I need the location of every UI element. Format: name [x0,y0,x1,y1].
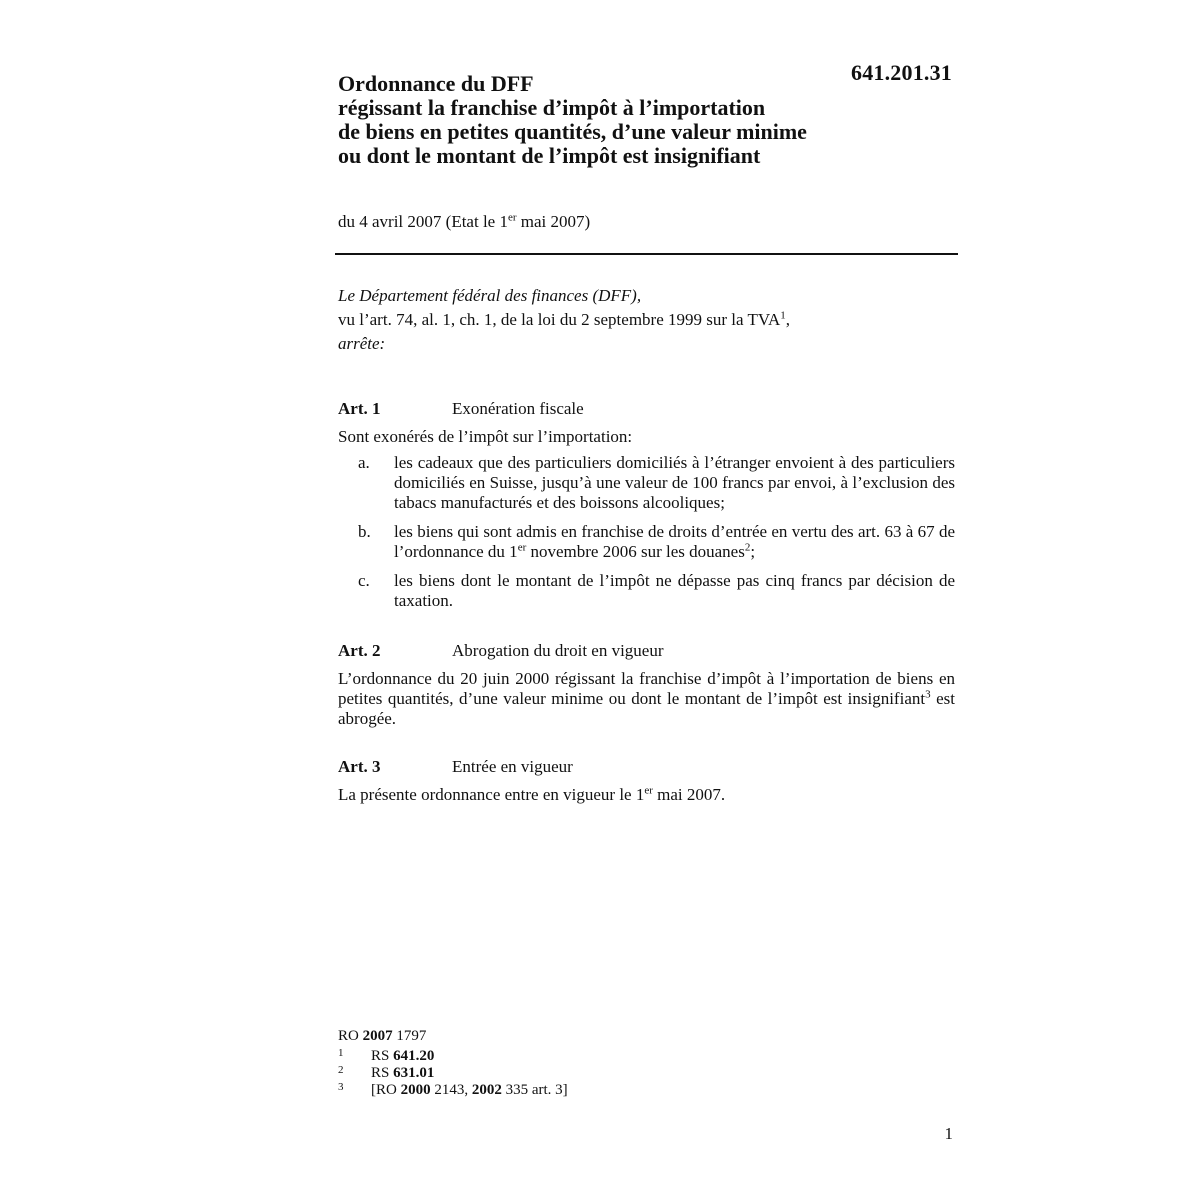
footnote-sr: 631.01 [393,1065,435,1081]
footnote-number: 2 [338,1064,344,1076]
footnote-ref-2[interactable]: 2 [744,541,751,554]
sr-number: 641.201.31 [851,60,952,85]
article-1-intro: Sont exonérés de l’impôt sur l’importation: [338,427,633,446]
footnote-ref-3[interactable]: 3 [925,688,931,701]
ro-page: 1797 [392,1028,427,1044]
list-letter: b. [358,522,371,541]
article-1-list [338,453,955,611]
footnote-2 [338,1065,568,1082]
footnote-number: 3 [338,1081,344,1093]
list-item-text: les biens dont le montant de l’impôt ne dépasse pas cinq francs par décision de taxation. [394,571,955,610]
date-suffix: mai 2007) [516,212,591,231]
article-3-heading [338,757,955,779]
document-page [338,0,958,1200]
article-title: Abrogation du droit en vigueur [452,641,664,660]
title-line: Ordonnance du DFF [338,71,534,96]
article-2-text-end: est abrogée. [338,689,956,728]
list-item-text: les biens qui sont admis en franchise de droits d’entrée en vertu des art. 63 à 67 de l’ordonnance du 1 [394,522,955,561]
date-prefix: du 4 avril 2007 (Etat le 1 [338,212,508,231]
preamble-authority: Le Département fédéral des finances (DFF), [338,286,642,305]
list-letter: c. [358,571,370,590]
footnote-prefix: RS [371,1065,394,1081]
list-item-text: novembre 2006 sur les douanes [526,542,745,561]
article-2 [338,641,955,729]
list-item-a [338,453,955,513]
article-2-text: L’ordonnance du 20 juin 2000 régissant la franchise d’impôt à l’importation de biens en petites quantités, d’une valeur minime ou dont le montant de l’impôt est insignifiant [338,669,955,708]
footnote-3 [338,1082,568,1099]
article-2-heading [338,641,955,663]
preamble-basis-text: vu l’art. 74, al. 1, ch. 1, de la loi du 2 septembre 1999 sur la TVA [338,310,781,329]
article-1 [338,399,955,620]
list-letter: a. [358,453,370,472]
footnote-text: 2143, [430,1082,472,1098]
footnotes [338,1027,568,1099]
footnote-ref-1[interactable]: 1 [780,309,786,322]
title-line: régissant la franchise d’impôt à l’importation [338,95,766,120]
article-number: Art. 2 [338,641,381,660]
title-line: de biens en petites quantités, d’une valeur minime [338,119,807,144]
ro-year: 2007 [362,1028,393,1044]
article-1-heading [338,399,955,421]
list-item-text: les cadeaux que des particuliers domiciliés à l’étranger envoient à des particuliers domiciliés en Suisse, jusqu’à une valeur de 100 francs par envoi, à l’exclusion des tabacs manufacturés et des boissons alcooliques; [394,453,955,512]
article-number: Art. 3 [338,757,381,776]
article-number: Art. 1 [338,399,381,418]
footnote-text: 335 art. 3] [501,1082,568,1098]
list-item-b [338,522,955,562]
article-3 [338,757,955,805]
date-superscript: er [507,211,517,224]
article-title: Exonération fiscale [452,399,584,418]
preamble-basis [338,308,958,332]
date-line [338,212,590,232]
list-item-superscript: er [517,541,527,554]
article-3-text-end: mai 2007. [652,785,726,804]
header-divider [335,253,958,255]
article-3-superscript: er [644,784,653,797]
list-item-text: ; [750,542,756,561]
ro-prefix: RO [338,1028,363,1044]
article-3-body [338,785,955,805]
article-2-body [338,669,955,729]
list-item-c [338,571,955,611]
ro-reference [338,1027,568,1046]
preamble-decrees: arrête: [338,334,386,353]
footnote-prefix: RS [371,1048,394,1064]
title-line: ou dont le montant de l’impôt est insignifiant [338,143,761,168]
preamble [338,284,958,356]
preamble-basis-end: , [785,310,790,329]
footnote-bold: 2000 [400,1082,431,1098]
article-title: Entrée en vigueur [452,757,573,776]
article-3-text: La présente ordonnance entre en vigueur le 1 [338,785,645,804]
footnote-1 [338,1048,568,1065]
footnote-text: [RO [371,1082,401,1098]
page-number: 1 [944,1124,953,1143]
footnote-sr: 641.20 [393,1048,435,1064]
document-title [338,72,878,168]
footnote-bold: 2002 [471,1082,502,1098]
footnote-number: 1 [338,1047,344,1059]
